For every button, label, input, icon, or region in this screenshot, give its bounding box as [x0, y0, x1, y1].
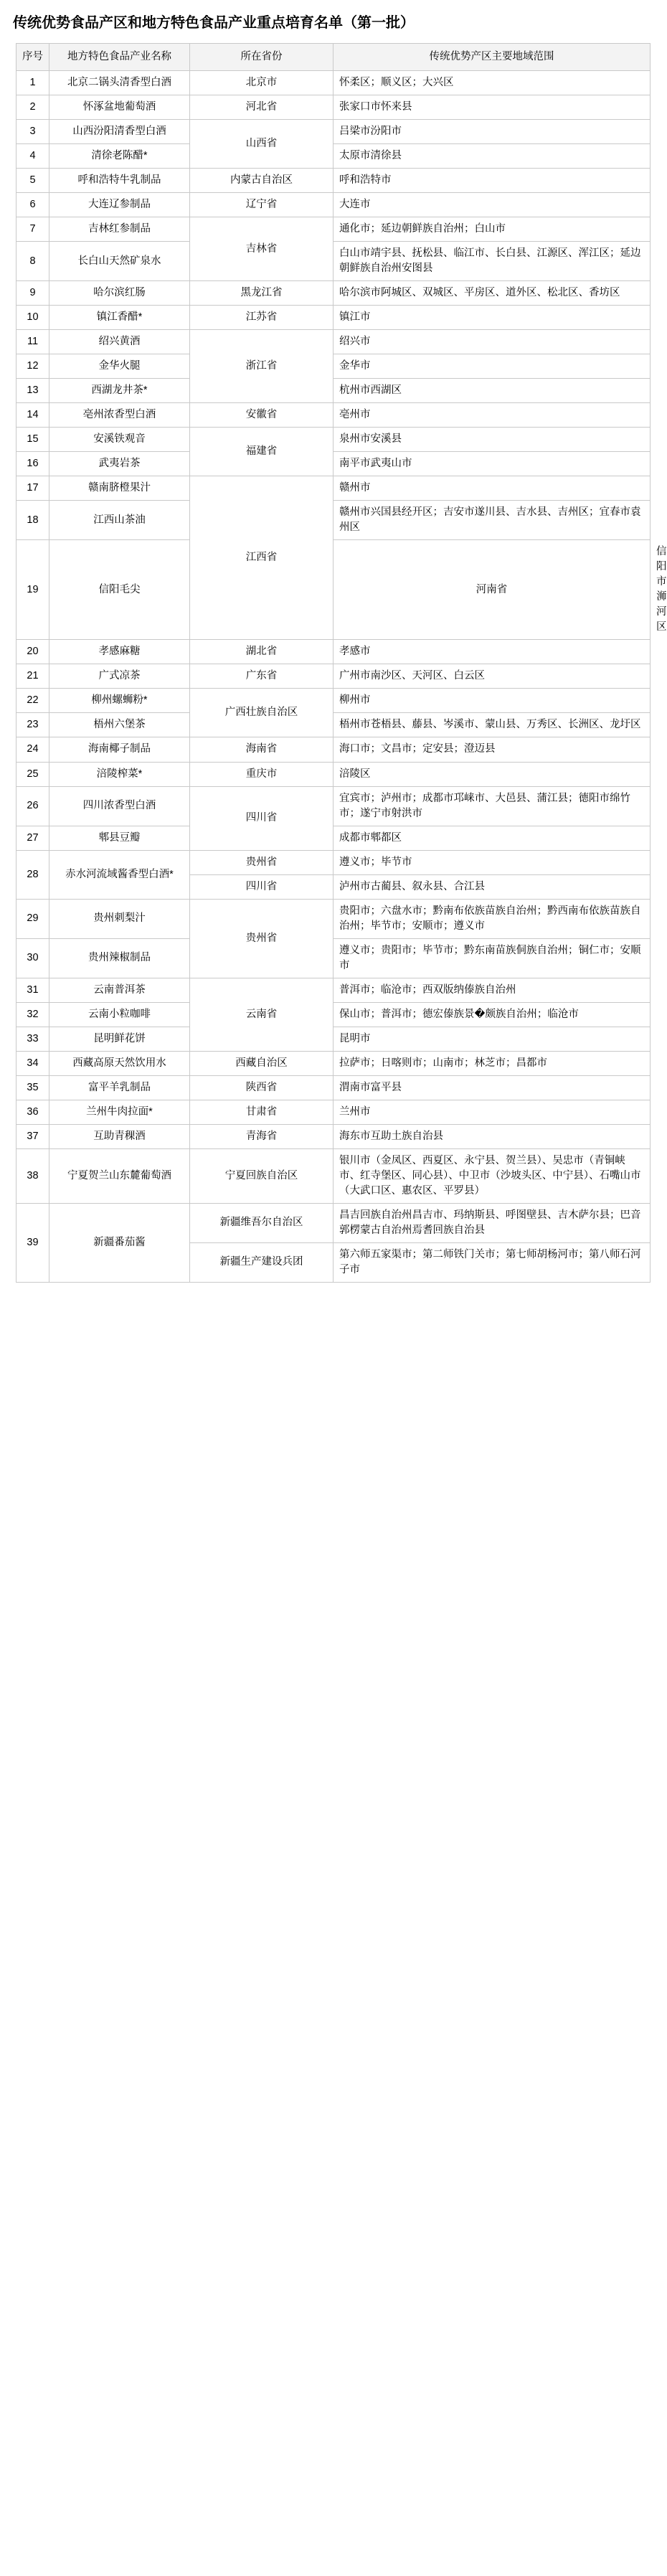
cell-no: 15 [16, 428, 49, 452]
cell-industry-name: 安溪铁观音 [49, 428, 190, 452]
cell-province: 黑龙江省 [190, 281, 334, 306]
cell-no: 36 [16, 1100, 49, 1124]
cell-industry-name: 兰州牛肉拉面* [49, 1100, 190, 1124]
table-row [16, 242, 651, 281]
table-row [16, 217, 651, 242]
cell-province: 安徽省 [190, 403, 334, 428]
cell-region: 吕梁市汾阳市 [334, 120, 651, 144]
cell-region: 金华市 [334, 354, 651, 379]
cell-region: 白山市靖宇县、抚松县、临江市、长白县、江源区、浑江区；延边朝鲜族自治州安图县 [334, 242, 651, 281]
cell-province: 吉林省 [190, 217, 334, 281]
table-row [16, 428, 651, 452]
table-row [16, 144, 651, 169]
table-header-row [16, 44, 651, 71]
cell-province: 江苏省 [190, 306, 334, 330]
cell-no: 33 [16, 1027, 49, 1051]
cell-no: 30 [16, 938, 49, 978]
cell-industry-name: 清徐老陈醋* [49, 144, 190, 169]
cell-province: 海南省 [190, 737, 334, 762]
cell-industry-name: 富平羊乳制品 [49, 1075, 190, 1100]
cell-region: 成都市郫都区 [334, 826, 651, 850]
table-row [16, 713, 651, 737]
cell-industry-name: 镇江香醋* [49, 306, 190, 330]
cell-province: 浙江省 [190, 330, 334, 403]
table-row [16, 403, 651, 428]
cell-industry-name: 绍兴黄酒 [49, 330, 190, 354]
cell-province: 福建省 [190, 428, 334, 476]
cell-region: 呼和浩特市 [334, 169, 651, 193]
cell-region: 贵阳市；六盘水市；黔南布依族苗族自治州；黔西南布依族苗族自治州；毕节市；安顺市；遵义市 [334, 899, 651, 938]
cell-no: 32 [16, 1002, 49, 1027]
cell-industry-name: 北京二锅头清香型白酒 [49, 71, 190, 95]
cell-no: 5 [16, 169, 49, 193]
cell-province: 四川省 [190, 874, 334, 899]
cell-province: 湖北省 [190, 640, 334, 664]
cell-industry-name: 金华火腿 [49, 354, 190, 379]
table-header [16, 44, 651, 71]
cell-region: 普洱市；临沧市；西双版纳傣族自治州 [334, 978, 651, 1002]
table-row [16, 476, 651, 501]
cell-industry-name: 宁夏贺兰山东麓葡萄酒 [49, 1148, 190, 1203]
cell-industry-name: 长白山天然矿泉水 [49, 242, 190, 281]
cell-no: 18 [16, 501, 49, 540]
cell-region: 大连市 [334, 193, 651, 217]
cell-province: 广西壮族自治区 [190, 689, 334, 737]
cell-region: 第六师五家渠市；第二师铁门关市；第七师胡杨河市；第八师石河子市 [334, 1242, 651, 1282]
table-row [16, 640, 651, 664]
cell-province: 新疆生产建设兵团 [190, 1242, 334, 1282]
cell-region: 亳州市 [334, 403, 651, 428]
cell-industry-name: 赣南脐橙果汁 [49, 476, 190, 501]
table-row [16, 1051, 651, 1075]
cell-province: 北京市 [190, 71, 334, 95]
cell-industry-name: 吉林红参制品 [49, 217, 190, 242]
cell-region: 赣州市 [334, 476, 651, 501]
cell-no: 39 [16, 1203, 49, 1282]
cell-region: 哈尔滨市阿城区、双城区、平房区、道外区、松北区、香坊区 [334, 281, 651, 306]
cell-industry-name: 西藏高原天然饮用水 [49, 1051, 190, 1075]
cell-no: 11 [16, 330, 49, 354]
cell-no: 28 [16, 850, 49, 899]
cell-no: 31 [16, 978, 49, 1002]
cell-industry-name: 柳州螺蛳粉* [49, 689, 190, 713]
cell-region: 拉萨市；日喀则市；山南市；林芝市；昌都市 [334, 1051, 651, 1075]
cell-province: 陕西省 [190, 1075, 334, 1100]
cell-region: 镇江市 [334, 306, 651, 330]
table-row [16, 501, 651, 540]
cell-province: 新疆维吾尔自治区 [190, 1203, 334, 1242]
table-row [16, 938, 651, 978]
cell-industry-name: 云南小粒咖啡 [49, 1002, 190, 1027]
cell-industry-name: 贵州刺梨汁 [49, 899, 190, 938]
cell-region: 宜宾市；泸州市；成都市邛崃市、大邑县、蒲江县；德阳市绵竹市；遂宁市射洪市 [334, 786, 651, 826]
cell-province: 云南省 [190, 978, 334, 1051]
cell-region: 杭州市西湖区 [334, 379, 651, 403]
table-row [16, 1027, 651, 1051]
cell-industry-name: 梧州六堡茶 [49, 713, 190, 737]
cell-no: 9 [16, 281, 49, 306]
cell-region: 兰州市 [334, 1100, 651, 1124]
cell-industry-name: 孝感麻糖 [49, 640, 190, 664]
cell-industry-name: 郫县豆瓣 [49, 826, 190, 850]
cell-province: 河南省 [334, 540, 651, 640]
cell-industry-name: 大连辽参制品 [49, 193, 190, 217]
cell-industry-name: 云南普洱茶 [49, 978, 190, 1002]
cell-industry-name: 海南椰子制品 [49, 737, 190, 762]
cell-region: 银川市（金凤区、西夏区、永宁县、贺兰县）、吴忠市（青铜峡市、红寺堡区、同心县）、中卫市（沙坡头区、中宁县）、石嘴山市（大武口区、惠农区、平罗县） [334, 1148, 651, 1203]
cell-industry-name: 涪陵榨菜* [49, 762, 190, 786]
cell-industry-name: 信阳毛尖 [49, 540, 190, 640]
table-row [16, 786, 651, 826]
cell-region: 海口市；文昌市；定安县；澄迈县 [334, 737, 651, 762]
cell-industry-name: 贵州辣椒制品 [49, 938, 190, 978]
col-header-no: 序号 [16, 44, 49, 71]
cell-no: 16 [16, 452, 49, 476]
cell-industry-name: 四川浓香型白酒 [49, 786, 190, 826]
table-row [16, 1148, 651, 1203]
cell-province: 重庆市 [190, 762, 334, 786]
cell-no: 21 [16, 664, 49, 689]
cell-no: 3 [16, 120, 49, 144]
cell-no: 19 [16, 540, 49, 640]
table-row [16, 664, 651, 689]
table-row [16, 330, 651, 354]
table-row [16, 850, 651, 874]
cell-region: 太原市清徐县 [334, 144, 651, 169]
cell-region: 保山市；普洱市；德宏傣族景�颇族自治州；临沧市 [334, 1002, 651, 1027]
table-row [16, 826, 651, 850]
cell-region: 绍兴市 [334, 330, 651, 354]
food-industry-table [16, 43, 667, 1283]
cell-region: 赣州市兴国县经开区；吉安市遂川县、吉水县、吉州区；宜春市袁州区 [334, 501, 651, 540]
cell-industry-name: 亳州浓香型白酒 [49, 403, 190, 428]
cell-industry-name: 西湖龙井茶* [49, 379, 190, 403]
page-title: 传统优势食品产区和地方特色食品产业重点培育名单（第一批） [13, 15, 415, 31]
cell-region: 渭南市富平县 [334, 1075, 651, 1100]
cell-province: 四川省 [190, 786, 334, 850]
cell-no: 25 [16, 762, 49, 786]
cell-province: 青海省 [190, 1124, 334, 1148]
cell-no: 23 [16, 713, 49, 737]
cell-province: 内蒙古自治区 [190, 169, 334, 193]
cell-region: 涪陵区 [334, 762, 651, 786]
cell-no: 13 [16, 379, 49, 403]
cell-no: 35 [16, 1075, 49, 1100]
cell-no: 8 [16, 242, 49, 281]
col-header-province: 所在省份 [190, 44, 334, 71]
cell-industry-name: 赤水河流域酱香型白酒* [49, 850, 190, 899]
cell-no: 4 [16, 144, 49, 169]
cell-province: 河北省 [190, 95, 334, 120]
table-row [16, 169, 651, 193]
cell-region: 通化市；延边朝鲜族自治州；白山市 [334, 217, 651, 242]
table-row [16, 1124, 651, 1148]
cell-no: 17 [16, 476, 49, 501]
table-row [16, 379, 651, 403]
table-row: 19 信阳毛尖 河南省 信阳市浉河区 [16, 540, 651, 640]
cell-no: 22 [16, 689, 49, 713]
cell-region: 孝感市 [334, 640, 651, 664]
table-row [16, 281, 651, 306]
col-header-name: 地方特色食品产业名称 [49, 44, 190, 71]
cell-region: 梧州市苍梧县、藤县、岑溪市、蒙山县、万秀区、长洲区、龙圩区 [334, 713, 651, 737]
cell-no: 34 [16, 1051, 49, 1075]
cell-industry-name: 广式凉茶 [49, 664, 190, 689]
table-row [16, 71, 651, 95]
table-row [16, 1203, 651, 1242]
cell-no: 14 [16, 403, 49, 428]
table-row [16, 95, 651, 120]
cell-province: 甘肃省 [190, 1100, 334, 1124]
cell-no: 1 [16, 71, 49, 95]
cell-region: 张家口市怀来县 [334, 95, 651, 120]
cell-region: 海东市互助土族自治县 [334, 1124, 651, 1148]
col-header-region: 传统优势产区主要地域范围 [334, 44, 651, 71]
cell-industry-name: 互助青稞酒 [49, 1124, 190, 1148]
cell-no: 10 [16, 306, 49, 330]
cell-region: 昌吉回族自治州昌吉市、玛纳斯县、呼图壁县、吉木萨尔县；巴音郭楞蒙古自治州焉耆回族自治县 [334, 1203, 651, 1242]
cell-no: 6 [16, 193, 49, 217]
cell-region: 广州市南沙区、天河区、白云区 [334, 664, 651, 689]
table-row [16, 120, 651, 144]
cell-region: 怀柔区；顺义区；大兴区 [334, 71, 651, 95]
cell-region: 南平市武夷山市 [334, 452, 651, 476]
cell-no: 37 [16, 1124, 49, 1148]
cell-region: 遵义市；毕节市 [334, 850, 651, 874]
cell-region: 柳州市 [334, 689, 651, 713]
cell-province: 宁夏回族自治区 [190, 1148, 334, 1203]
table-row [16, 452, 651, 476]
cell-province: 广东省 [190, 664, 334, 689]
cell-industry-name: 昆明鲜花饼 [49, 1027, 190, 1051]
cell-no: 26 [16, 786, 49, 826]
cell-no: 7 [16, 217, 49, 242]
cell-industry-name: 武夷岩茶 [49, 452, 190, 476]
table-row [16, 689, 651, 713]
cell-province: 西藏自治区 [190, 1051, 334, 1075]
cell-province: 辽宁省 [190, 193, 334, 217]
cell-no: 24 [16, 737, 49, 762]
cell-industry-name: 呼和浩特牛乳制品 [49, 169, 190, 193]
table-body [16, 71, 667, 1283]
table-row [16, 354, 651, 379]
table-row [16, 737, 651, 762]
cell-no: 38 [16, 1148, 49, 1203]
table-row [16, 193, 651, 217]
cell-no: 20 [16, 640, 49, 664]
table-row [16, 1002, 651, 1027]
table-row [16, 1100, 651, 1124]
cell-industry-name: 新疆番茄酱 [49, 1203, 190, 1282]
table-row [16, 1075, 651, 1100]
table-row [16, 306, 651, 330]
cell-no: 2 [16, 95, 49, 120]
cell-province: 贵州省 [190, 850, 334, 874]
cell-industry-name: 怀涿盆地葡萄酒 [49, 95, 190, 120]
cell-province: 江西省 [190, 476, 334, 640]
cell-industry-name: 山西汾阳清香型白酒 [49, 120, 190, 144]
cell-industry-name: 江西山茶油 [49, 501, 190, 540]
cell-no: 29 [16, 899, 49, 938]
cell-region: 遵义市；贵阳市；毕节市；黔东南苗族侗族自治州；铜仁市；安顺市 [334, 938, 651, 978]
cell-industry-name: 哈尔滨红肠 [49, 281, 190, 306]
cell-province: 山西省 [190, 120, 334, 169]
cell-region: 泸州市古蔺县、叙永县、合江县 [334, 874, 651, 899]
cell-no: 12 [16, 354, 49, 379]
table-row [16, 978, 651, 1002]
table-row [16, 762, 651, 786]
cell-province: 贵州省 [190, 899, 334, 978]
cell-region: 泉州市安溪县 [334, 428, 651, 452]
cell-no: 27 [16, 826, 49, 850]
cell-region: 昆明市 [334, 1027, 651, 1051]
table-row [16, 899, 651, 938]
